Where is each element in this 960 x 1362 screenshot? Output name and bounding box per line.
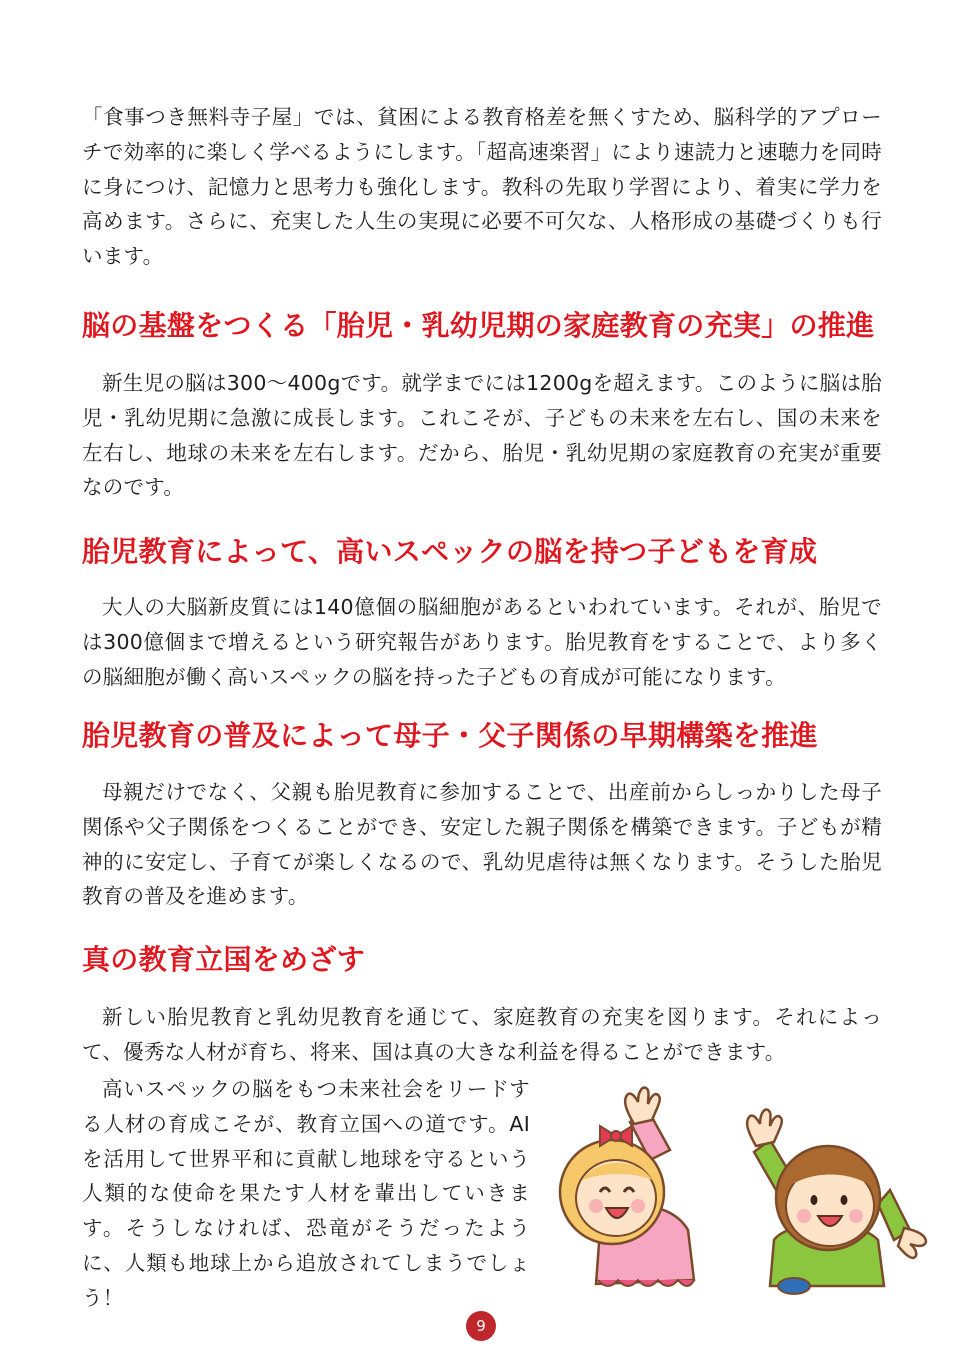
section-heading-education-nation: 真の教育立国をめざす <box>82 943 366 976</box>
section-body-education-nation-cont: 高いスペックの脳をもつ未来社会をリードする人材の育成こそが、教育立国への道です。AIを活用して世界平和に貢献し地球を守るという人類的な使命を果たす人材を輩出していきます。そうしなければ、恐竜がそうだったように、人類も地球上から追放されてしまうでしょう！ <box>82 1077 530 1310</box>
boy-figure <box>747 1110 926 1294</box>
section-body-education-nation: 新しい胎児教育と乳幼児教育を通じて、家庭教育の充実を図ります。それによって、優秀な人材が育ち、将来、国は真の大きな利益を得ることができます。 <box>82 1005 882 1064</box>
waving-children-illustration <box>538 1080 930 1298</box>
section-heading-brain-foundation: 脳の基盤をつくる「胎児・乳幼児期の家庭教育の充実」の推進 <box>82 309 875 342</box>
intro-paragraph: 「食事つき無料寺子屋」では、貧困による教育格差を無くすため、脳科学的アプローチで効率的に楽しく学べるようにします。「超高速楽習」により速読力と速聴力を同時に身につけ、記憶力と思考力も強化します。教科の先取り学習により、着実に学力を高めます。さらに、充実した人生の実現に必要不可欠な、人格形成の基礎づくりも行います。 <box>82 105 882 269</box>
page-number-badge: 9 <box>466 1311 496 1341</box>
section-body-parent-child-relations: 母親だけでなく、父親も胎児教育に参加することで、出産前からしっかりした母子関係や父子関係をつくることができ、安定した親子関係を構築できます。子どもが精神的に安定し、子育てが楽しくなるので、乳幼児虐待は無くなります。そうした胎児教育の普及を進めます。 <box>82 780 882 909</box>
section-heading-parent-child-relations: 胎児教育の普及によって母子・父子関係の早期構築を推進 <box>82 719 818 752</box>
section-heading-prenatal-education: 胎児教育によって、高いスペックの脳を持つ子どもを育成 <box>82 535 818 568</box>
girl-figure <box>560 1088 694 1286</box>
section-body-brain-foundation: 新生児の脳は300〜400gです。就学までには1200gを超えます。このように脳は胎児・乳幼児期に急激に成長します。これこそが、子どもの未来を左右し、国の未来を左右し、地球の未来を左右します。だから、胎児・乳幼児期の家庭教育の充実が重要なのです。 <box>82 371 882 500</box>
section-body-prenatal-education: 大人の大脳新皮質には140億個の脳細胞があるといわれています。それが、胎児では300億個まで増えるという研究報告があります。胎児教育をすることで、より多くの脳細胞が働く高いスペックの脳を持った子どもの育成が可能になります。 <box>82 595 882 689</box>
